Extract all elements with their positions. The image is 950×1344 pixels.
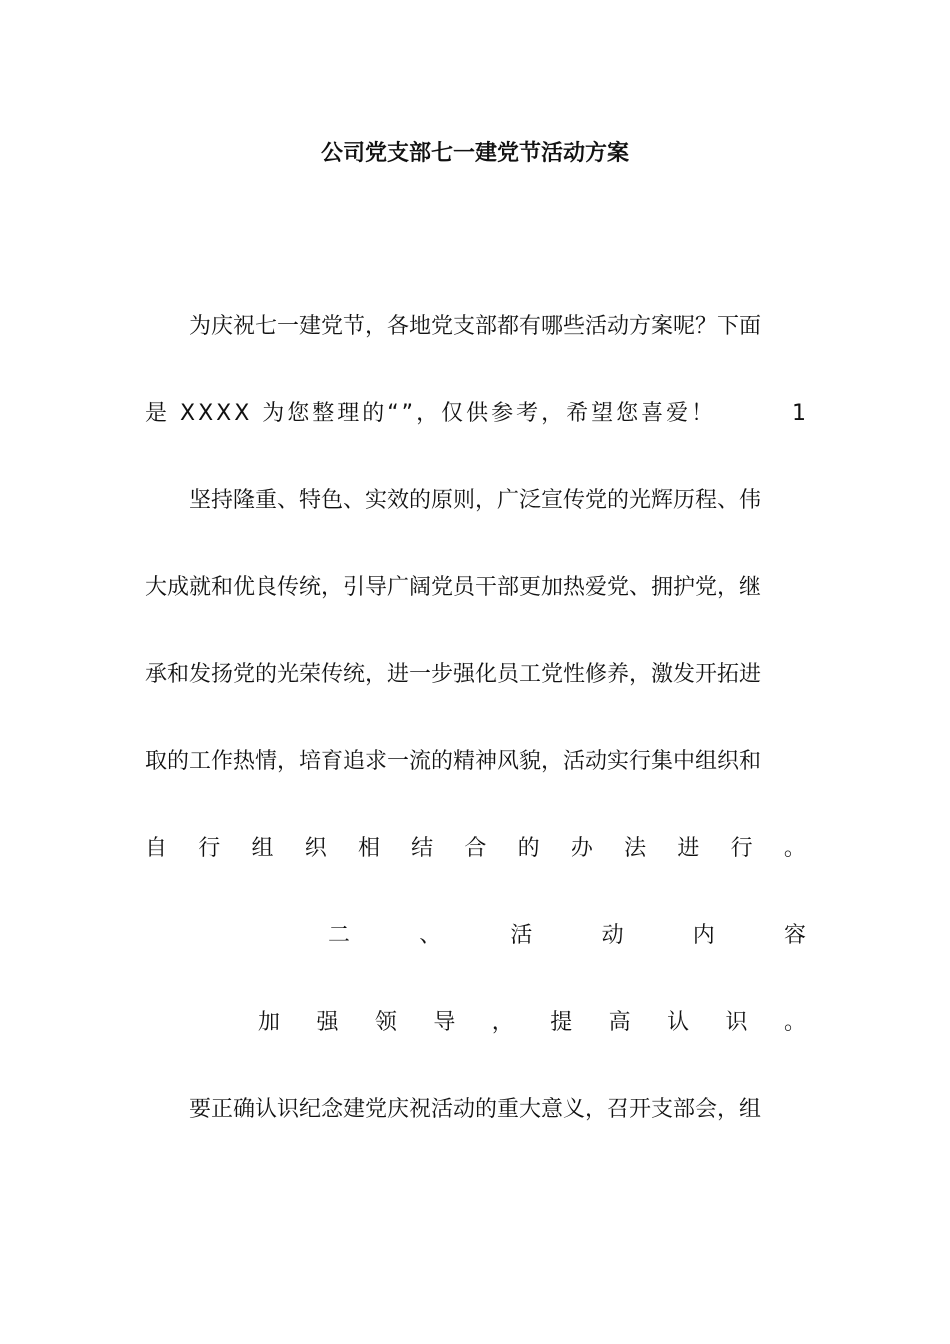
char: 。 (783, 1010, 806, 1035)
char: 。 (783, 836, 806, 861)
paragraph-line: 取的工作热情，培育追求一流的精神风貌，活动实行集中组织和 (145, 749, 762, 774)
char: 二 (328, 923, 351, 948)
char: 的 (517, 836, 540, 861)
char: 导 (433, 1010, 456, 1035)
section-heading (328, 919, 806, 953)
char: 自 (145, 836, 168, 861)
paragraph-line: 为庆祝七一建党节，各地党支部都有哪些活动方案呢？下面 (189, 314, 762, 339)
paragraph-text: 是 XXXX 为您整理的“”，仅供参考，希望您喜爱！ (145, 401, 717, 426)
char: 办 (570, 836, 593, 861)
char: 行 (198, 836, 221, 861)
char: 活 (510, 923, 533, 948)
char: 领 (374, 1010, 397, 1035)
char: 高 (608, 1010, 631, 1035)
char: 识 (725, 1010, 748, 1035)
char: 动 (601, 923, 624, 948)
char: 强 (316, 1010, 339, 1035)
char: 法 (624, 836, 647, 861)
char: ， (491, 1010, 514, 1035)
char: 容 (783, 923, 806, 948)
char: 相 (357, 836, 380, 861)
char: 内 (692, 923, 715, 948)
paragraph-line: 大成就和优良传统，引导广阔党员干部更加热爱党、拥护党，继 (145, 575, 762, 600)
char: 认 (667, 1010, 690, 1035)
char: 合 (464, 836, 487, 861)
subsection-heading (258, 1006, 806, 1040)
paragraph-line-justified (145, 832, 806, 866)
char: 组 (251, 836, 274, 861)
paragraph-line: 承和发扬党的光荣传统，进一步强化员工党性修养，激发开拓进 (145, 662, 762, 687)
footnote-number: 1 (792, 401, 806, 426)
paragraph-line (145, 397, 806, 431)
char: 加 (258, 1010, 281, 1035)
char: 、 (419, 923, 442, 948)
char: 行 (730, 836, 753, 861)
char: 结 (411, 836, 434, 861)
char: 进 (677, 836, 700, 861)
char: 提 (550, 1010, 573, 1035)
paragraph-line: 要正确认识纪念建党庆祝活动的重大意义，召开支部会，组 (189, 1097, 762, 1122)
paragraph-line: 坚持隆重、特色、实效的原则，广泛宣传党的光辉历程、伟 (189, 488, 762, 513)
char: 织 (304, 836, 327, 861)
document-title: 公司党支部七一建党节活动方案 (320, 141, 629, 166)
